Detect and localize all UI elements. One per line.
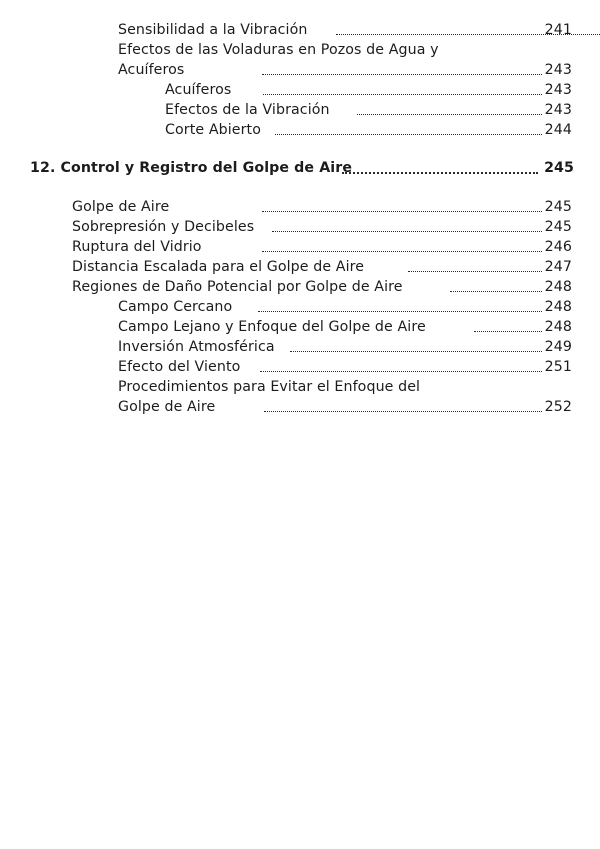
dot-leader — [262, 251, 542, 252]
dot-leader — [262, 211, 542, 212]
chapter-title: 12. Control y Registro del Golpe de Aire — [30, 160, 353, 176]
toc-entry-page: 244 — [544, 122, 572, 138]
toc-entry-page: 245 — [544, 219, 572, 235]
dot-leader — [357, 114, 542, 115]
toc-entry-page: 241 — [544, 22, 572, 38]
toc-entry-page: 248 — [544, 299, 572, 315]
toc-entry-page: 249 — [544, 339, 572, 355]
toc-entry-title: Inversión Atmosférica — [118, 339, 275, 355]
dot-leader — [342, 172, 538, 174]
dot-leader — [260, 371, 542, 372]
dot-leader — [258, 311, 542, 312]
toc-entry-title: Campo Lejano y Enfoque del Golpe de Aire — [118, 319, 426, 335]
toc-entry-page: 252 — [544, 399, 572, 415]
dot-leader — [272, 231, 542, 232]
toc-entry-page: 243 — [544, 62, 572, 78]
toc-entry-title: Sobrepresión y Decibeles — [72, 219, 255, 235]
toc-entry-title: Corte Abierto — [165, 122, 261, 138]
toc-entry-title: Distancia Escalada para el Golpe de Aire — [72, 259, 365, 275]
toc-entry-page: 243 — [544, 82, 572, 98]
toc-entry-title: Acuíferos — [165, 82, 232, 98]
dot-leader — [264, 411, 542, 412]
dot-leader — [262, 74, 542, 75]
toc-entry-title: Acuíferos — [118, 62, 185, 78]
toc-entry-page: 248 — [544, 279, 572, 295]
toc-entry-page: 247 — [544, 259, 572, 275]
toc-entry-title: Sensibilidad a la Vibración — [118, 22, 308, 38]
dot-leader — [263, 94, 542, 95]
toc-entry-title: Ruptura del Vidrio — [72, 239, 202, 255]
dot-leader — [408, 271, 542, 272]
toc-entry-title: Procedimientos para Evitar el Enfoque del — [118, 379, 421, 395]
toc-entry-page: 245 — [544, 199, 572, 215]
toc-entry-page: 246 — [544, 239, 572, 255]
toc-entry-page: 251 — [544, 359, 572, 375]
toc-entry-title: Golpe de Aire — [72, 199, 170, 215]
toc-entry-page: 243 — [544, 102, 572, 118]
toc-entry-title: Golpe de Aire — [118, 399, 216, 415]
toc-entry-title: Regiones de Daño Potencial por Golpe de Aire — [72, 279, 403, 295]
toc-entry-title: Campo Cercano — [118, 299, 233, 315]
dot-leader — [290, 351, 542, 352]
dot-leader — [450, 291, 542, 292]
toc-entry-title: Efectos de las Voladuras en Pozos de Agua y — [118, 42, 439, 58]
chapter-page: 245 — [544, 160, 574, 176]
toc-entry-page: 248 — [544, 319, 572, 335]
toc-entry-title: Efectos de la Vibración — [165, 102, 330, 118]
toc-entry-title: Efecto del Viento — [118, 359, 241, 375]
dot-leader — [275, 134, 542, 135]
dot-leader — [474, 331, 542, 332]
